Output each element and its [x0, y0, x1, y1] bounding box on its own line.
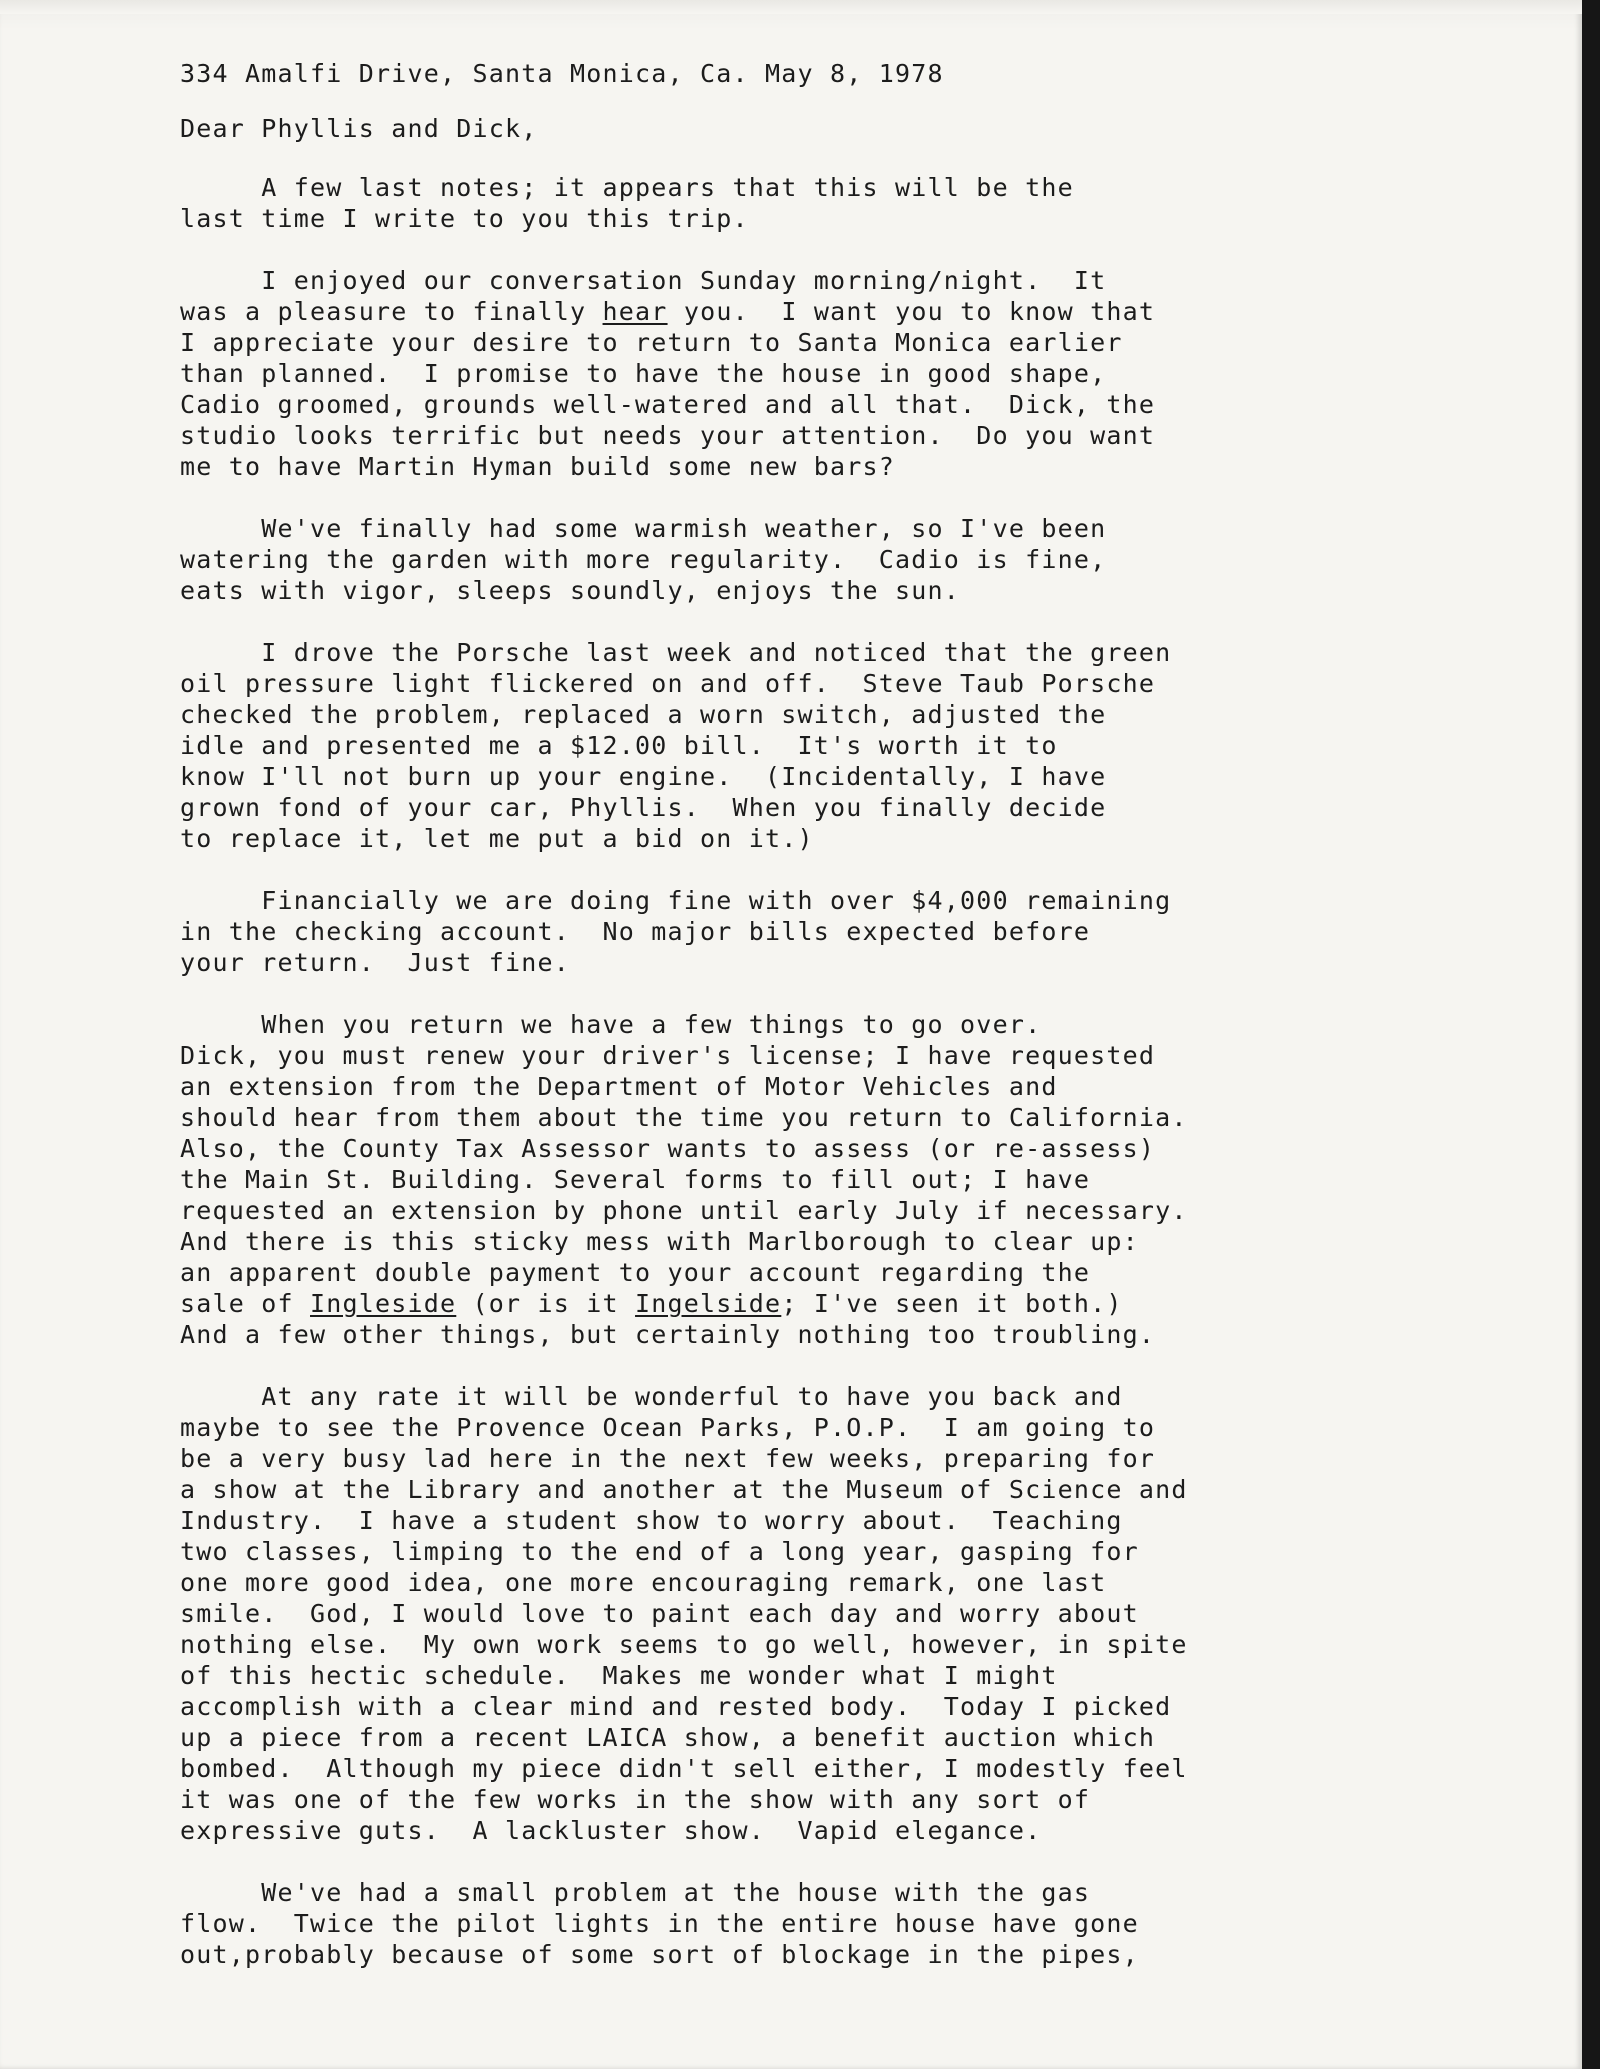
text-line: Cadio groomed, grounds well-watered and all that. Dick, the — [180, 390, 1156, 419]
underlined-word: Ingelside — [635, 1289, 782, 1318]
text-line: out,probably because of some sort of blockage in the pipes, — [180, 1940, 1139, 1969]
text-line: And a few other things, but certainly nothing too troubling. — [180, 1320, 1156, 1349]
letter-body — [180, 58, 1420, 2001]
text-line: up a piece from a recent LAICA show, a benefit auction which — [180, 1723, 1156, 1752]
paper-top-edge — [0, 0, 1582, 14]
text-line: watering the garden with more regularity. Cadio is fine, — [180, 545, 1107, 574]
text-line: should hear from them about the time you return to California. — [180, 1103, 1188, 1132]
text-line: of this hectic schedule. Makes me wonder what I might — [180, 1661, 1058, 1690]
text-line: eats with vigor, sleeps soundly, enjoys the sun. — [180, 576, 961, 605]
letter-paragraph — [180, 513, 1420, 606]
text-line: I enjoyed our conversation Sunday morning/night. It — [180, 266, 1107, 295]
text-line: me to have Martin Hyman build some new bars? — [180, 452, 896, 481]
underlined-word: hear — [602, 297, 668, 326]
letter-salutation: Dear Phyllis and Dick, — [180, 114, 538, 143]
text-line: know I'll not burn up your engine. (Incidentally, I have — [180, 762, 1107, 791]
text-line: be a very busy lad here in the next few weeks, preparing for — [180, 1444, 1156, 1473]
letter-paragraph — [180, 885, 1420, 978]
text-line: We've had a small problem at the house with the gas — [180, 1878, 1091, 1907]
text-line: And there is this sticky mess with Marlborough to clear up: — [180, 1227, 1139, 1256]
text-line: it was one of the few works in the show with any sort of — [180, 1785, 1091, 1814]
text-line: maybe to see the Provence Ocean Parks, P.O.P. I am going to — [180, 1413, 1156, 1442]
text-line: At any rate it will be wonderful to have you back and — [180, 1382, 1123, 1411]
letter-paragraph — [180, 1381, 1420, 1846]
letter-paragraphs — [180, 172, 1420, 1970]
text-line: in the checking account. No major bills expected before — [180, 917, 1091, 946]
text-line: oil pressure light flickered on and off. Steve Taub Porsche — [180, 669, 1156, 698]
letter-paragraph — [180, 637, 1420, 854]
text-line: was a pleasure to finally hear you. I want you to know that — [180, 297, 1156, 326]
text-line: an extension from the Department of Motor Vehicles and — [180, 1072, 1058, 1101]
letter-header-address-date: 334 Amalfi Drive, Santa Monica, Ca. May 8, 1978 — [180, 59, 944, 88]
text-line: smile. God, I would love to paint each day and worry about — [180, 1599, 1139, 1628]
underlined-word: Ingleside — [310, 1289, 457, 1318]
text-line: the Main St. Building. Several forms to fill out; I have — [180, 1165, 1091, 1194]
scan-background-edge — [1582, 0, 1600, 2069]
text-line: two classes, limping to the end of a long year, gasping for — [180, 1537, 1139, 1566]
text-line: an apparent double payment to your account regarding the — [180, 1258, 1091, 1287]
text-line: nothing else. My own work seems to go well, however, in spite — [180, 1630, 1188, 1659]
text-line: your return. Just fine. — [180, 948, 571, 977]
text-line: Dick, you must renew your driver's license; I have requested — [180, 1041, 1156, 1070]
text-line: When you return we have a few things to go over. — [180, 1010, 1042, 1039]
text-line: I appreciate your desire to return to Santa Monica earlier — [180, 328, 1123, 357]
text-line: checked the problem, replaced a worn switch, adjusted the — [180, 700, 1107, 729]
text-line: sale of Ingleside (or is it Ingelside; I've seen it both.) — [180, 1289, 1123, 1318]
text-line: bombed. Although my piece didn't sell either, I modestly feel — [180, 1754, 1188, 1783]
text-line: We've finally had some warmish weather, so I've been — [180, 514, 1107, 543]
text-line: studio looks terrific but needs your attention. Do you want — [180, 421, 1156, 450]
text-line: accomplish with a clear mind and rested body. Today I picked — [180, 1692, 1172, 1721]
text-line: Financially we are doing fine with over $4,000 remaining — [180, 886, 1172, 915]
text-line: requested an extension by phone until early July if necessary. — [180, 1196, 1188, 1225]
text-line: I drove the Porsche last week and noticed that the green — [180, 638, 1172, 667]
text-line: expressive guts. A lackluster show. Vapid elegance. — [180, 1816, 1042, 1845]
text-line: one more good idea, one more encouraging remark, one last — [180, 1568, 1107, 1597]
text-line: A few last notes; it appears that this will be the — [180, 173, 1074, 202]
text-line: a show at the Library and another at the Museum of Science and — [180, 1475, 1188, 1504]
text-line: idle and presented me a $12.00 bill. It's worth it to — [180, 731, 1058, 760]
text-line: last time I write to you this trip. — [180, 204, 749, 233]
text-line: than planned. I promise to have the house in good shape, — [180, 359, 1107, 388]
text-line: Industry. I have a student show to worry about. Teaching — [180, 1506, 1123, 1535]
text-line: grown fond of your car, Phyllis. When you finally decide — [180, 793, 1107, 822]
text-line: flow. Twice the pilot lights in the entire house have gone — [180, 1909, 1139, 1938]
letter-paragraph — [180, 1009, 1420, 1350]
letter-paragraph — [180, 1877, 1420, 1970]
text-line: Also, the County Tax Assessor wants to assess (or re-assess) — [180, 1134, 1156, 1163]
text-line: to replace it, let me put a bid on it.) — [180, 824, 814, 853]
letter-paragraph — [180, 172, 1420, 234]
letter-paragraph — [180, 265, 1420, 482]
